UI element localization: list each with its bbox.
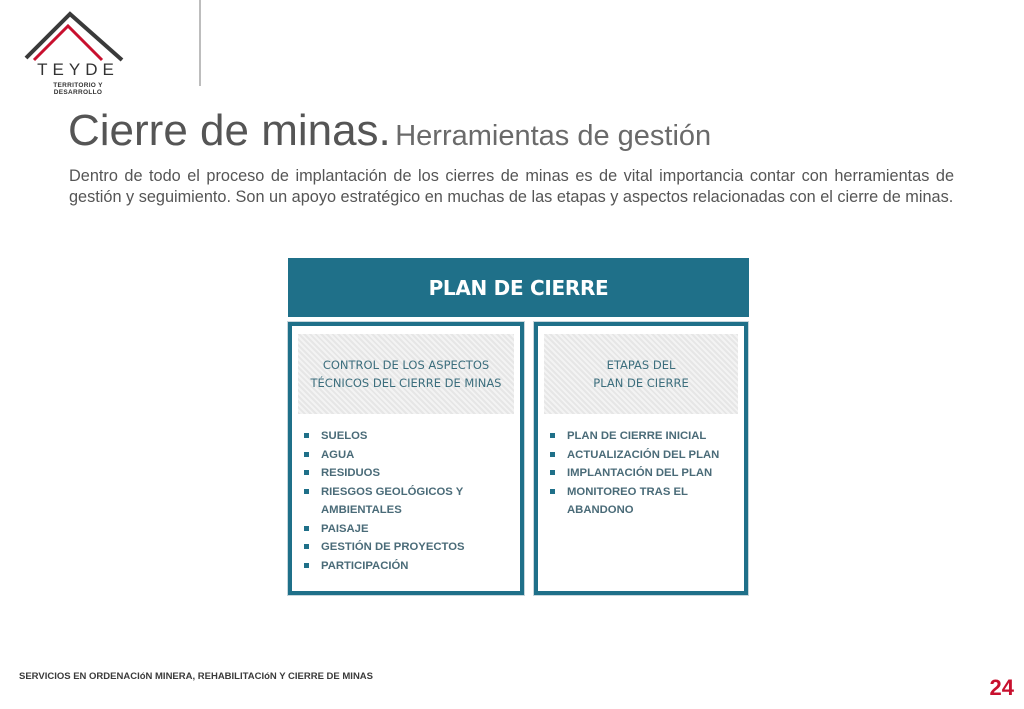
heading-line: CONTROL DE LOS ASPECTOS: [322, 358, 490, 372]
list-item: RIESGOS GEOLÓGICOS Y AMBIENTALES: [302, 483, 512, 520]
list-item: AGUA: [302, 446, 512, 465]
plan-header-label: PLAN DE CIERRE: [428, 275, 609, 300]
list-item: IMPLANTACIÓN DEL PLAN: [548, 464, 736, 483]
list-item: MONITOREO TRAS EL ABANDONO: [548, 483, 736, 520]
page-title: [68, 106, 711, 156]
technical-aspects-list: [302, 427, 512, 575]
heading-line: PLAN DE CIERRE: [593, 376, 689, 390]
intro-paragraph: Dentro de todo el proceso de implantación de los cierres de minas es de vital importancia contar con herramientas de gestión y seguimiento. Son un apoyo estratégico en muchas de las etapas y aspectos relacionadas con el cierre de minas.: [69, 167, 954, 206]
list-item: PARTICIPACIÓN: [302, 557, 512, 576]
list-item: PAISAJE: [302, 520, 512, 539]
page-number: 24: [989, 675, 1014, 700]
teyde-logo: [24, 8, 134, 96]
heading-line: TÉCNICOS DEL CIERRE DE MINAS: [310, 376, 502, 390]
technical-aspects-panel: [288, 322, 524, 595]
logo-name: TEYDE: [37, 60, 119, 79]
footer-text: SERVICIOS EN ORDENACIóN MINERA, REHABILITACIóN Y CIERRE DE MINAS: [19, 671, 373, 682]
plan-stages-panel: [534, 322, 748, 595]
mountain-logo-icon: [24, 8, 134, 66]
plan-stages-heading: [544, 334, 738, 414]
title-main: Cierre de minas.: [68, 106, 391, 155]
plan-header: [288, 258, 749, 317]
plan-stages-list: [548, 427, 736, 520]
header-divider: [199, 0, 201, 86]
heading-line: ETAPAS DEL: [606, 358, 676, 372]
list-item: PLAN DE CIERRE INICIAL: [548, 427, 736, 446]
list-item: ACTUALIZACIÓN DEL PLAN: [548, 446, 736, 465]
list-item: SUELOS: [302, 427, 512, 446]
list-item: RESIDUOS: [302, 464, 512, 483]
title-sub: Herramientas de gestión: [395, 120, 712, 152]
list-item: GESTIÓN DE PROYECTOS: [302, 538, 512, 557]
logo-tagline: TERRITORIO Y DESARROLLO: [53, 82, 103, 96]
technical-aspects-heading: [298, 334, 514, 414]
